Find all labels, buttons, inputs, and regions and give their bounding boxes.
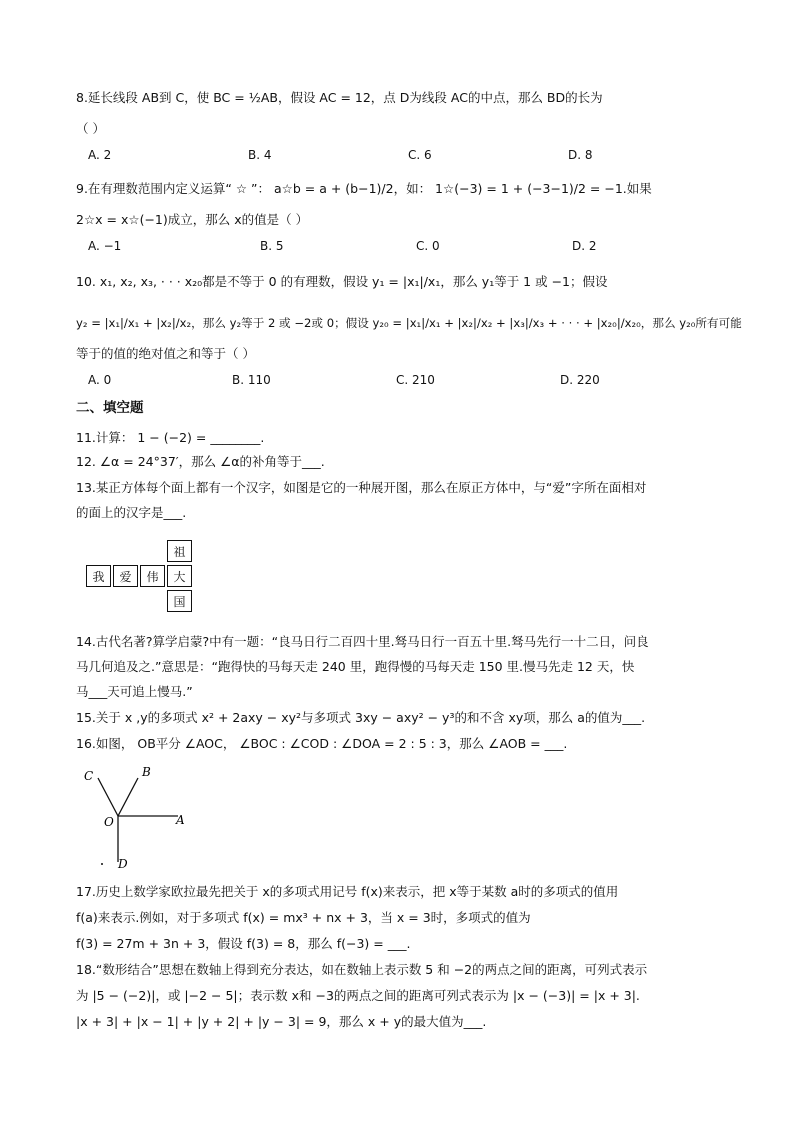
q8-option-b: B. 4 — [248, 148, 272, 162]
net-cell-wei: 伟 — [140, 565, 165, 587]
section-title-fill-in: 二、填空题 — [76, 400, 144, 416]
stray-dot — [101, 863, 103, 865]
q9-stem-line2: 2☆x = x☆(−1)成立，那么 x的值是（ ） — [76, 212, 309, 227]
q10-option-a: A. 0 — [88, 373, 112, 387]
q9-option-c: C. 0 — [416, 239, 440, 253]
q14-stem-line2: 马几何追及之.”意思是：“跑得快的马每天走 240 里，跑得慢的马每天走 150 里.慢马先走 12 天，快 — [76, 659, 635, 674]
angle-figure — [80, 760, 210, 870]
net-cell-wo: 我 — [86, 565, 111, 587]
label-d: D — [118, 857, 128, 870]
q9-option-b: B. 5 — [260, 239, 284, 253]
q10-option-d: D. 220 — [560, 373, 600, 387]
net-cell-zu: 祖 — [167, 540, 192, 562]
label-a: A — [176, 813, 185, 827]
q10-option-c: C. 210 — [396, 373, 435, 387]
q12: 12. ∠α = 24°37′，那么 ∠α的补角等于___. — [76, 454, 325, 469]
q14-stem-line1: 14.古代名著?算学启蒙?中有一题：“良马日行二百四十里.驽马日行一百五十里.驽马先行一十二日，问良 — [76, 634, 649, 649]
q8-paren: （ ） — [76, 121, 105, 136]
q16: 16.如图， OB平分 ∠AOC， ∠BOC : ∠COD : ∠DOA = 2 : 5 : 3，那么 ∠AOB = ___. — [76, 736, 568, 751]
q15: 15.关于 x ,y的多项式 x² + 2axy − xy²与多项式 3xy − axy² − y³的和不含 xy项，那么 a的值为___. — [76, 710, 646, 725]
q17-stem-line3: f(3) = 27m + 3n + 3，假设 f(3) = 8，那么 f(−3) = ___. — [76, 936, 411, 951]
label-b: B — [142, 765, 151, 779]
label-c: C — [84, 769, 94, 783]
q8-option-c: C. 6 — [408, 148, 432, 162]
q9-option-d: D. 2 — [572, 239, 597, 253]
q18-stem-line3: |x + 3| + |x − 1| + |y + 2| + |y − 3| = 9，那么 x + y的最大值为___. — [76, 1014, 487, 1029]
q11: 11.计算： 1 − (−2) = ________. — [76, 430, 265, 445]
q8-stem: 8.延长线段 AB到 C，使 BC = ½AB，假设 AC = 12，点 D为线段 AC的中点，那么 BD的长为 — [76, 90, 603, 105]
q18-stem-line2: 为 |5 − (−2)|，或 |−2 − 5|；表示数 x和 −3的两点之间的距离可列式表示为 |x − (−3)| = |x + 3|. — [76, 988, 640, 1003]
q17-stem-line1: 17.历史上数学家欧拉最先把关于 x的多项式用记号 f(x)来表示，把 x等于某数 a时的多项式的值用 — [76, 884, 619, 899]
q8-option-a: A. 2 — [88, 148, 112, 162]
net-cell-da: 大 — [167, 565, 192, 587]
q13-stem-line2: 的面上的汉字是___. — [76, 505, 187, 520]
q10-stem-line2: y₂ = |x₁|/x₁ + |x₂|/x₂，那么 y₂等于 2 或 −2或 0；假设 y₂₀ = |x₁|/x₁ + |x₂|/x₂ + |x₃|/x₃ + · · · + |x₂₀|/x₂₀，那么 y₂₀所有可能 — [76, 316, 742, 330]
q13-stem-line1: 13.某正方体每个面上都有一个汉字，如图是它的一种展开图，那么在原正方体中，与“爱”字所在面相对 — [76, 480, 647, 495]
label-o: O — [104, 815, 114, 829]
ray-oc — [98, 778, 118, 816]
net-cell-guo: 国 — [167, 590, 192, 612]
q10-stem-line1: 10. x₁, x₂, x₃, · · · x₂₀都是不等于 0 的有理数，假设 y₁ = |x₁|/x₁，那么 y₁等于 1 或 −1；假设 — [76, 274, 608, 289]
net-cell-ai: 爱 — [113, 565, 138, 587]
q17-stem-line2: f(a)来表示.例如，对于多项式 f(x) = mx³ + nx + 3，当 x = 3时，多项式的值为 — [76, 910, 531, 925]
q8-option-d: D. 8 — [568, 148, 593, 162]
q9-option-a: A. −1 — [88, 239, 122, 253]
q18-stem-line1: 18.“数形结合”思想在数轴上得到充分表达，如在数轴上表示数 5 和 −2的两点之间的距离，可列式表示 — [76, 962, 648, 977]
ray-ob — [118, 778, 138, 816]
q10-stem-line3: 等于的值的绝对值之和等于（ ） — [76, 346, 255, 361]
q10-option-b: B. 110 — [232, 373, 271, 387]
q9-stem-line1: 9.在有理数范围内定义运算“ ☆ ”： a☆b = a + (b−1)/2，如： 1☆(−3) = 1 + (−3−1)/2 = −1.如果 — [76, 181, 652, 196]
q14-stem-line3: 马___天可追上慢马.” — [76, 684, 193, 699]
